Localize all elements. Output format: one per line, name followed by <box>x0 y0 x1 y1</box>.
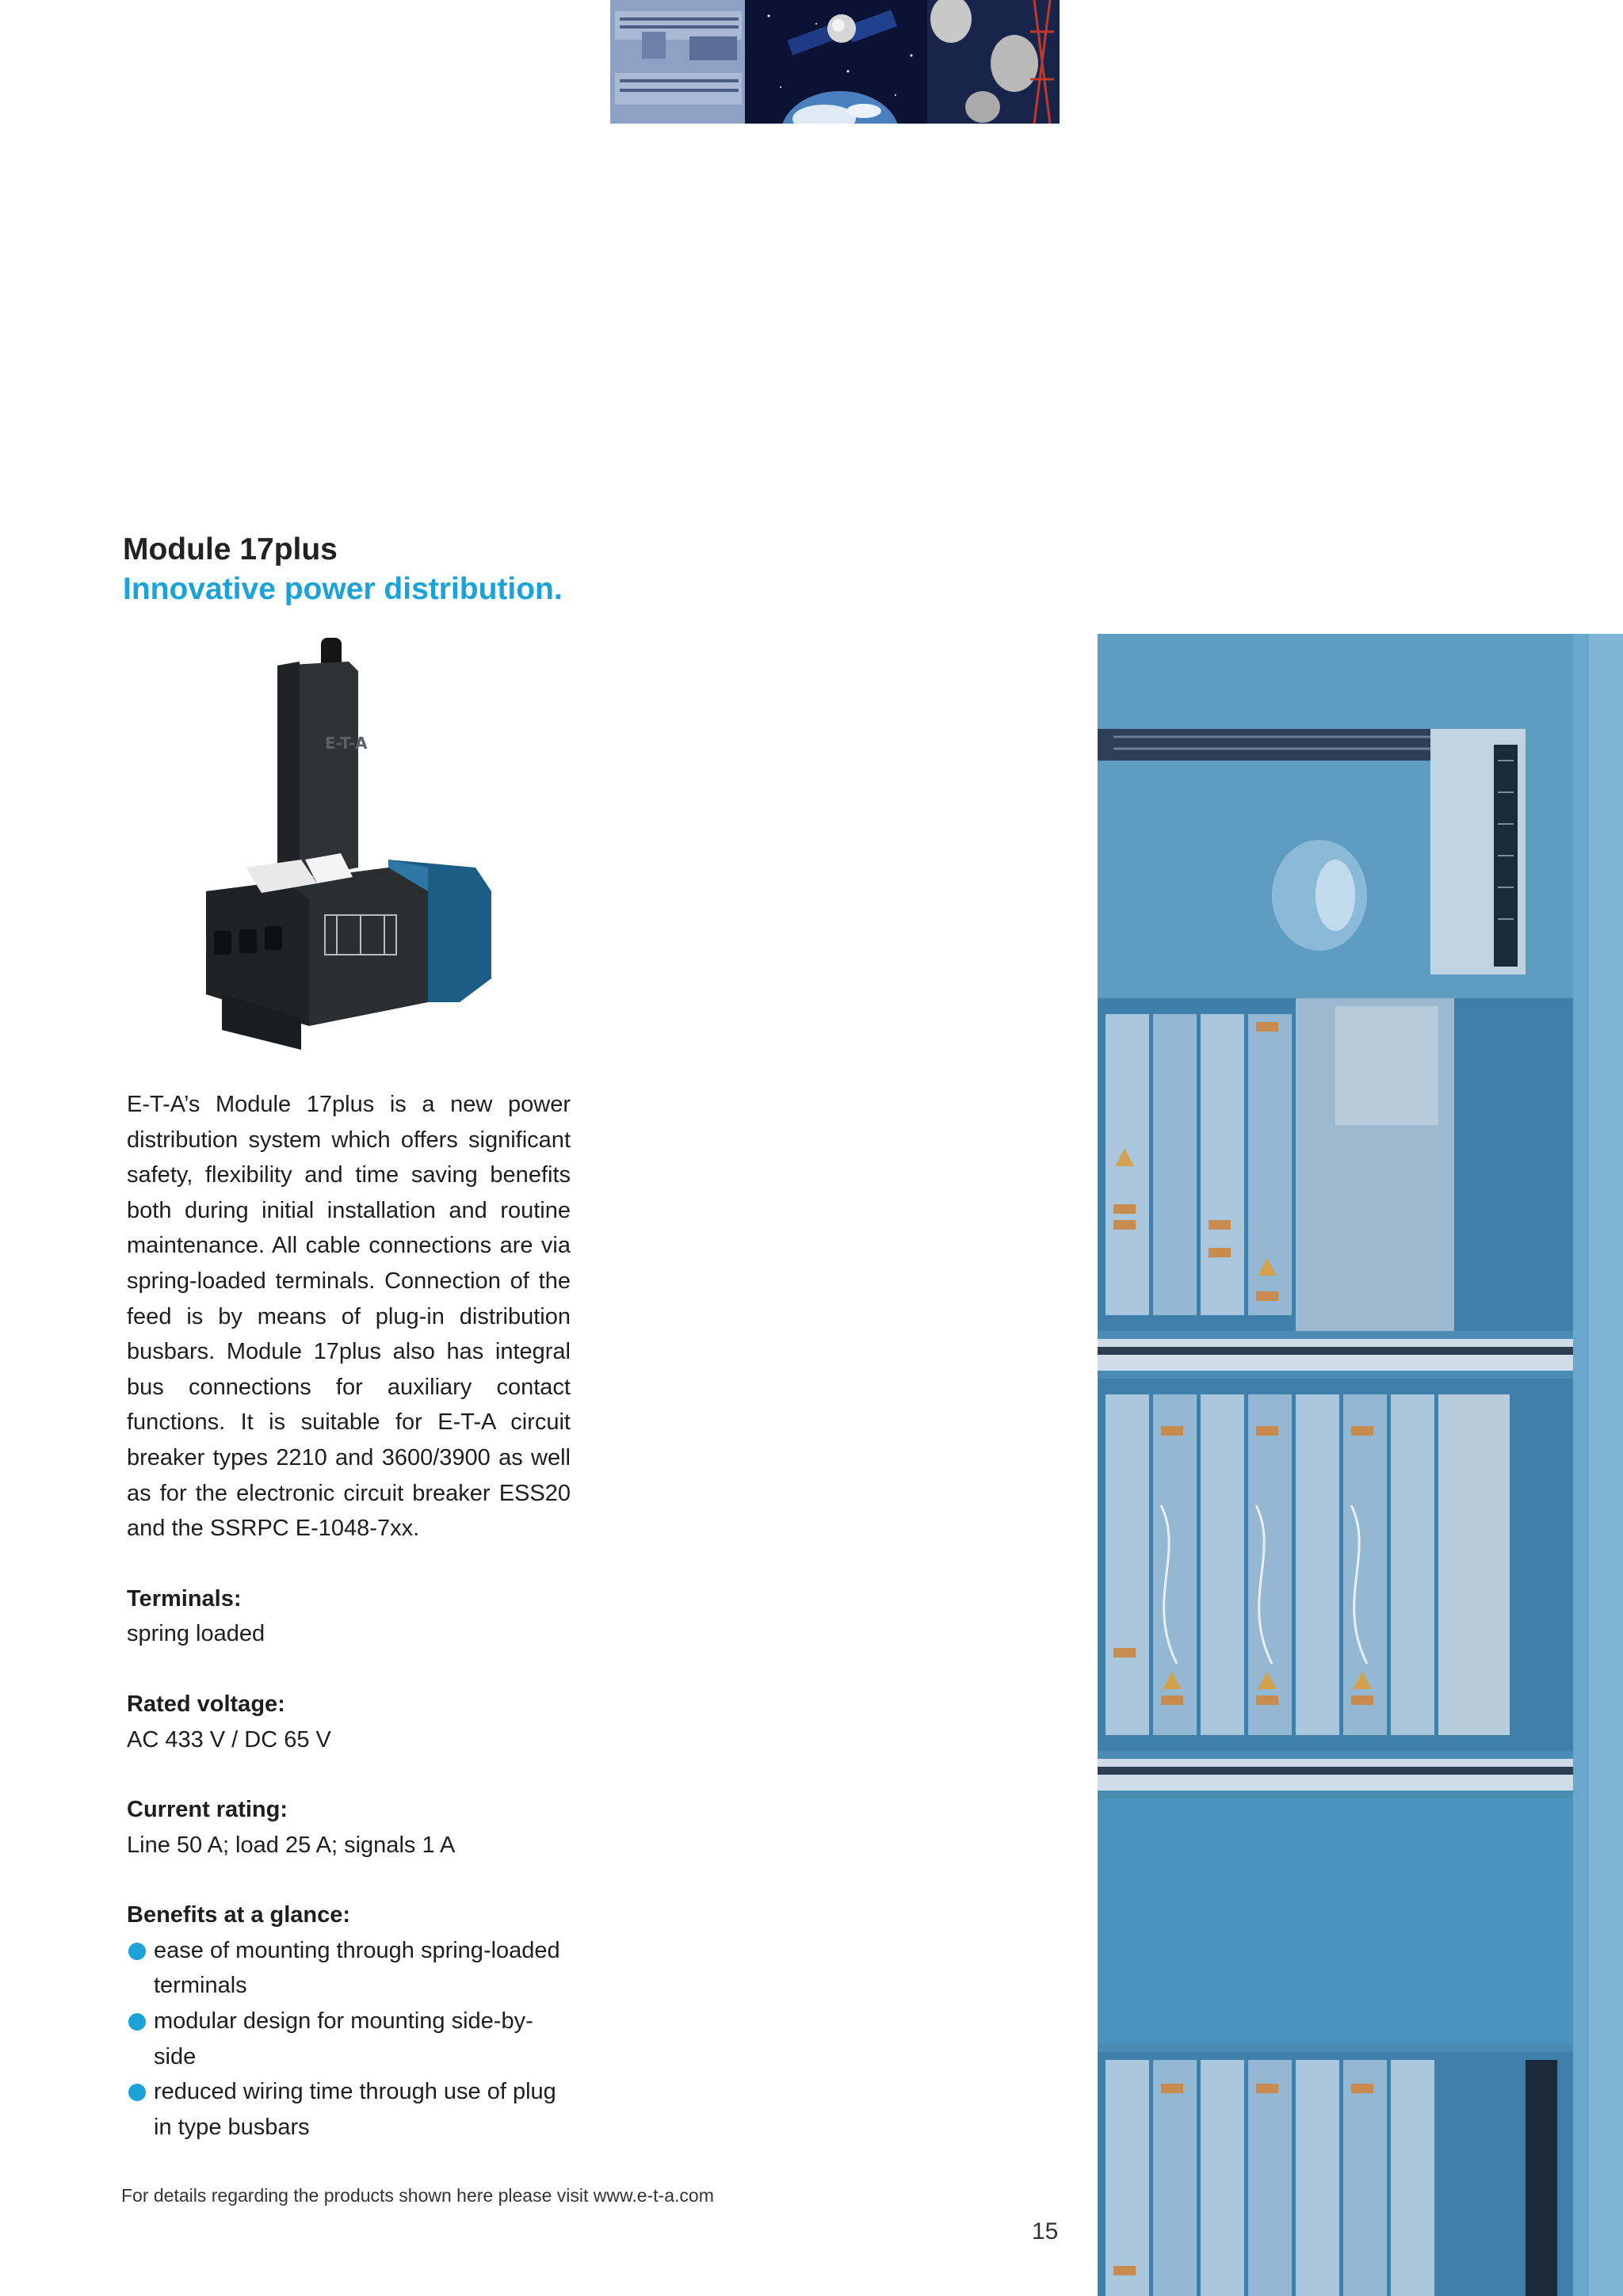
spec-value: Line 50 A; load 25 A; signals 1 A <box>127 1832 456 1858</box>
product-description: E-T-A’s Module 17plus is a new power distribution system which offers significant safety, flexibility and time saving benefits both during initial installation and routine maintenance. All cable connections are via spring-loaded terminals. Connection of the feed is by means of plug-in distribution busbars. Module 17plus also has integral bus connections for auxiliary contact functions. It is suitable for E-T-A circuit breaker types 2210 and 3600/3900 as well as for the electronic circuit breaker ESS20 and the SSRPC E-1048-7xx. <box>127 1092 571 1542</box>
bullet-dot-icon <box>128 1943 146 1960</box>
banner-graphic <box>610 0 1060 124</box>
bullet-dot-icon <box>128 2084 146 2101</box>
footer-note: For details regarding the products shown here please visit www.e-t-a.com <box>121 2185 714 2206</box>
spec-label: Rated voltage: <box>127 1691 285 1717</box>
spec-label: Terminals: <box>127 1585 242 1611</box>
bullet-dot-icon <box>128 2013 146 2031</box>
product-graphic <box>190 630 499 1054</box>
benefits-section <box>127 1897 571 2145</box>
header-banner-image <box>610 0 1060 124</box>
spec-current-rating <box>127 1792 571 1863</box>
spec-label: Current rating: <box>127 1797 288 1823</box>
spec-value: AC 433 V / DC 65 V <box>127 1726 331 1753</box>
product-image <box>190 630 499 1054</box>
benefits-list <box>127 1933 571 2145</box>
benefit-text: modular design for mounting side-by-side <box>154 2008 533 2069</box>
list-item <box>127 1933 571 2004</box>
rack-photo-graphic <box>1098 634 1623 2296</box>
page-number: 15 <box>1032 2218 1059 2245</box>
list-item <box>127 2004 571 2074</box>
page-title: Module 17plus <box>123 532 338 566</box>
benefits-heading: Benefits at a glance: <box>127 1902 351 1928</box>
rack-photo <box>1098 634 1623 2296</box>
page-subtitle: Innovative power distribution. <box>123 572 563 606</box>
text-column <box>127 1087 571 2145</box>
spec-value: spring loaded <box>127 1621 265 1647</box>
list-item <box>127 2074 571 2145</box>
benefit-text: ease of mounting through spring-loaded terminals <box>154 1937 560 1999</box>
benefit-text: reduced wiring time through use of plug in type busbars <box>154 2079 556 2140</box>
product-brand-label: E-T-A <box>325 734 368 753</box>
spec-rated-voltage <box>127 1687 571 1757</box>
spec-terminals <box>127 1581 571 1652</box>
